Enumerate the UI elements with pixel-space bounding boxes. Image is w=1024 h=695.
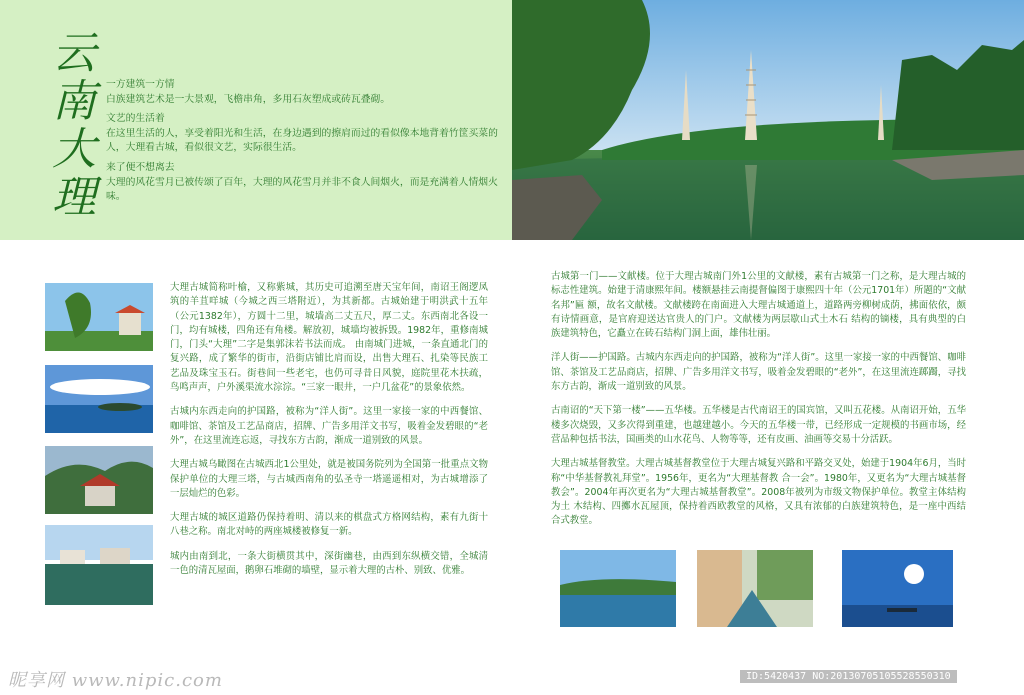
intro-heading: 一方建筑一方情: [106, 79, 175, 90]
paragraph: 古南诏的“天下第一楼”——五华楼。五华楼是古代南诏王的国宾馆，又叫五花楼。从南诏开始，五华楼多次烧毁，又多次得到重建，也越建越小。今天的五华楼一带，已经形成一定规模的书画市场，经营品种包括书法，国画类的山水花鸟、人物等等，还有皮画、油画等交易十分活跃。: [551, 405, 966, 445]
footer: [0, 662, 1024, 695]
right-article: [551, 270, 966, 539]
sunset-lake-photo: [842, 550, 953, 627]
lake-island-photo: [45, 365, 153, 433]
title-char: 理: [52, 172, 96, 223]
intro-heading: 文艺的生活着: [106, 113, 165, 125]
intro-body: 在这里生活的人，享受着阳光和生活，在身边遇到的擦肩而过的看似像本地背着竹筐买菜的人，大理看古城，看似很文艺，实际很生活。: [106, 127, 498, 154]
title-char: 云: [52, 28, 96, 79]
paragraph: 大理古城的城区道路仍保持着明、清以来的棋盘式方格网结构，素有九街十八巷之称。南北对峙的两座城楼被修复一新。: [170, 512, 488, 538]
three-pagodas-photo: [512, 0, 1024, 240]
page-title: [48, 30, 100, 222]
temple-mountain-photo: [45, 446, 153, 514]
paragraph: 古城内东西走向的护国路，被称为“洋人街”。这里一家接一家的中西餐馆、咖啡馆、茶馆及工艺品商店，招牌、广告多用洋文书写，吸着金发碧眼的“老外”，在这里流连忘返，寻找东方古韵，渐成一道别致的风景。: [170, 406, 488, 446]
left-article: [170, 281, 488, 588]
watermark-logo: 昵享网 www.nipic.com: [8, 670, 223, 691]
lakeside-town-photo: [45, 525, 153, 605]
intro-text: [106, 78, 501, 210]
paragraph: 大理古城简称叶榆，又称紫城，其历史可追溯至唐天宝年间，南诏王阁逻凤筑的羊苴咩城（今城之西三塔附近），为其新都。古城始建于明洪武十五年（公元1382年），方圆十二里，城墙高二丈五尺，厚二丈。东西南北各设一门，均有城楼，四角还有角楼。解放初，城墙均被拆毁。1982年，重修南城门，门头“大理”二字是集郭沫若书法而成。 由南城门进城，一条直通北门的复兴路，成了繁华的街市，沿街店铺比肩而设，出售大理石、扎染等民族工艺品及珠宝玉石。街巷间一些老宅，也仍可寻昔日风貌，庭院里花木扶疏，鸟鸣声声，户外溪渠流水淙淙。“三家一眼井，一户几盆花”的景象依然。: [170, 282, 488, 394]
canal-street-photo: [697, 550, 813, 627]
paragraph: 洋人街——护国路。古城内东西走向的护国路，被称为“洋人街”。这里一家接一家的中西餐馆、咖啡馆、茶馆及工艺品商店，招牌、广告多用洋文书写，吸着金发碧眼的“老外”，在这里流连踯躅，寻找东方古韵，渐成一道别致的风景。: [551, 352, 966, 393]
intro-body: 大理的风花雪月已被传颂了百年，大理的风花雪月并非不食人间烟火，而是充满着人情烟火味。: [106, 176, 498, 203]
intro-heading: 来了便不想离去: [106, 161, 175, 173]
watermark-id: ID:5420437 NO:20130705105528550310: [740, 670, 957, 683]
title-char: 南: [52, 76, 96, 127]
paragraph: 大理古城乌瞰图在古城西北1公里处，就是被国务院列为全国第一批重点文物保护单位的大理三塔，与古城西南角的弘圣寺一塔遥遥相对，为古城增添了一层灿烂的色彩。: [170, 459, 488, 499]
intro-body: 白族建筑艺术是一大景观，飞檐串角，多用石灰塑成或砖瓦叠砌。: [106, 93, 391, 105]
tower-garden-photo: [45, 283, 153, 351]
paragraph: 大理古城基督教堂。大理古城基督教堂位于大理古城复兴路和平路交叉处，始建于1904年6月，当时称“中华基督教礼拜堂”。1956年，更名为“大理基督教 合一会”。1980年，又更名为“大理古城基督教会”。2004年再次更名为“大理古城基督教堂”。2008年被列为市级文物保护单位。教堂主体结构为土 木结构、四擲水瓦屋顶，保持着西欧教堂的风格，又具有浓郁的白族建筑特色，是一座中西结合式教堂。: [551, 458, 966, 527]
title-char: 大: [52, 124, 96, 175]
paragraph: 城内由南到北，一条大街横贯其中，深街幽巷，由西到东纵横交错，全城清一色的清瓦屋面，鹅卵石堆砌的墙壁，显示着大理的古朴、别致、优雅。: [170, 550, 488, 577]
lake-reflection-photo: [560, 550, 676, 627]
paragraph: 古城第一门——文献楼。位于大理古城南门外1公里的文献楼，素有古城第一门之称，是大理古城的标志性建筑。始建于清康熙年间。楼额悬挂云南提督偏图于康熙四十年（公元1701年）所题的“文献名邦”匾 额，故名文献楼。文献楼跨在南面进入大理古城通道上，道路两旁柳树成荫，拂面依依，颇有诗情画意，是官府迎送达官贵人的门户。文献楼为两层歇山式土木石 结构的镝楼，具有典型的白族建筑特色，它矗立在砖石结构门洞上面，雄伟壮丽。: [551, 271, 966, 340]
